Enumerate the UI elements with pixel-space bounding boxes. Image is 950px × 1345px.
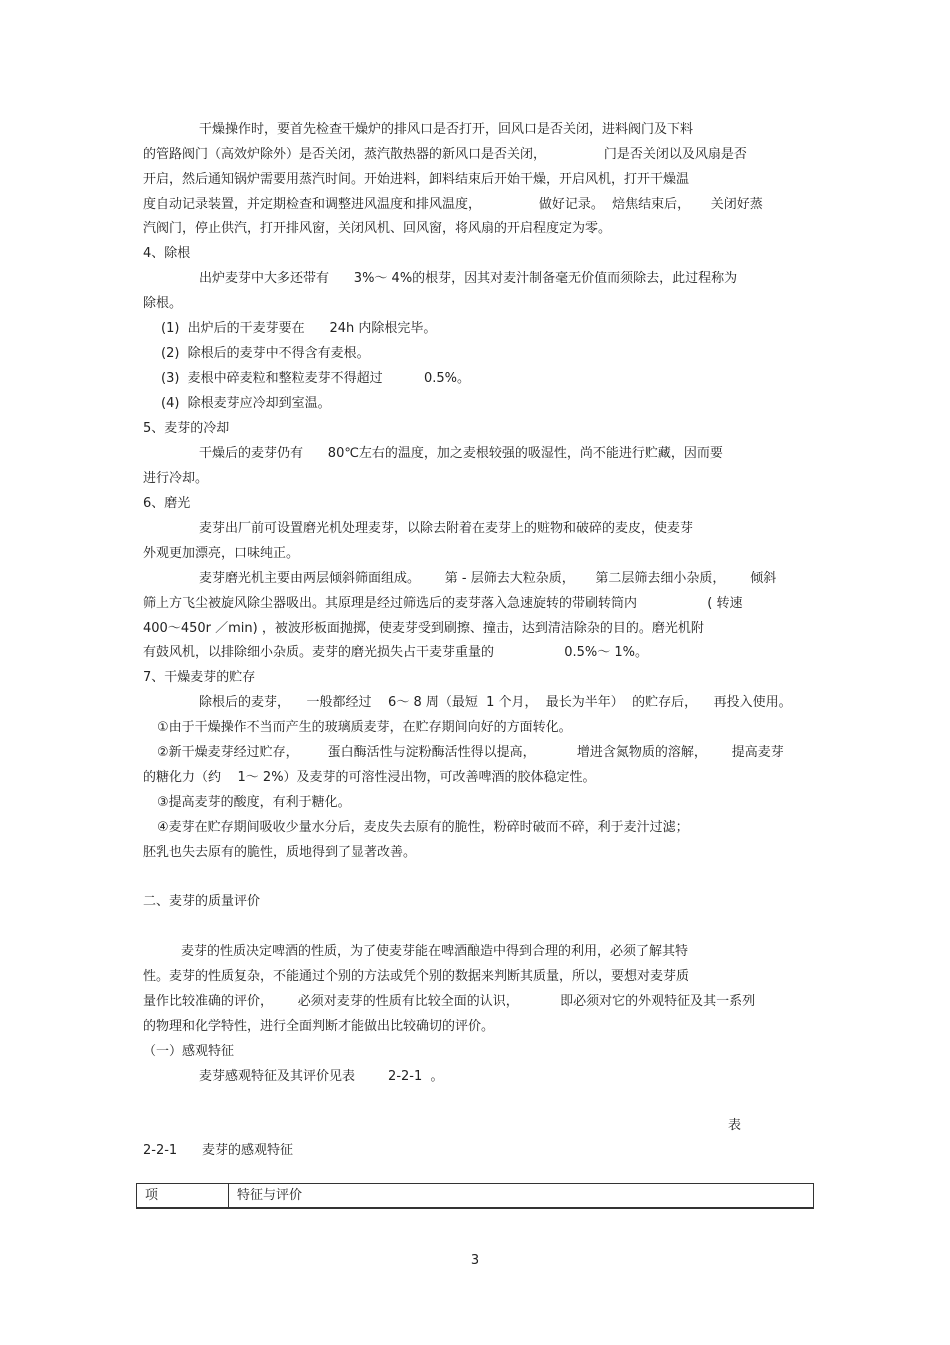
text-line: 麦芽的性质决定啤酒的性质，为了使麦芽能在啤酒酿造中得到合理的利用，必须了解其特 <box>181 944 689 959</box>
text-line: 的糖化力（约 1～ 2%）及麦芽的可溶性浸出物，可改善啤酒的胶体稳定性。 <box>143 770 596 785</box>
sensory-table <box>136 1183 814 1209</box>
subsection-heading: （一）感观特征 <box>143 1044 235 1059</box>
table-caption: 2-2-1 麦芽的感观特征 <box>143 1143 293 1158</box>
text-line: 开启，然后通知锅炉需要用蒸汽时间。开始进料，卸料结束后开始干燥，开启风机，打开干燥温 <box>143 172 690 187</box>
text-line: 麦芽感观特征及其评价见表 2-2-1 。 <box>199 1069 444 1084</box>
text-line: 出炉麦芽中大多还带有 3%～ 4%的根芽，因其对麦汁制备毫无价值而须除去，此过程称为 <box>199 271 738 286</box>
text-line: 进行冷却。 <box>143 471 209 486</box>
section-heading: 二、麦芽的质量评价 <box>143 894 261 909</box>
list-item: (3) 麦根中碎麦粒和整粒麦芽不得超过 0.5%。 <box>161 371 471 386</box>
text-line: 麦芽出厂前可设置磨光机处理麦芽，以除去附着在麦芽上的赃物和破碎的麦皮，使麦芽 <box>199 521 694 536</box>
text-line: 有鼓风机，以排除细小杂质。麦芽的磨光损失占干麦芽重量的 0.5%～ 1%。 <box>143 645 649 660</box>
text-line: 筛上方飞尘被旋风除尘器吸出。其原理是经过筛选后的麦芽落入急速旋转的带刷转筒内 ( 转速 <box>143 596 743 611</box>
text-line: 的管路阀门（高效炉除外）是否关闭，蒸汽散热器的新风口是否关闭， 门是否关闭以及风扇是否 <box>143 147 747 162</box>
text-line: 汽阀门，停止供汽，打开排风窗，关闭风机、回风窗，将风扇的开启程度定为零。 <box>143 221 612 236</box>
section-heading: 7、干燥麦芽的贮存 <box>143 670 256 685</box>
section-heading: 4、除根 <box>143 246 191 261</box>
list-item: (4) 除根麦芽应冷却到室温。 <box>161 396 331 411</box>
list-item: ④麦芽在贮存期间吸收少量水分后，麦皮失去原有的脆性，粉碎时破而不碎，利于麦汁过滤； <box>157 820 689 835</box>
table-caption-label: 表 <box>728 1118 742 1133</box>
text-line: 性。麦芽的性质复杂，不能通过个别的方法或凭个别的数据来判断其质量，所以，要想对麦芽质 <box>143 969 690 984</box>
page-number: 3 <box>470 1253 480 1268</box>
text-line: 除根后的麦芽， 一般都经过 6～ 8 周（最短 1 个月， 最长为半年） 的贮存后， 再投入使用。 <box>199 695 792 710</box>
list-item: ③提高麦芽的酸度，有利于糖化。 <box>157 795 351 810</box>
text-line: 的物理和化学特性，进行全面判断才能做出比较确切的评价。 <box>143 1019 495 1034</box>
text-line: 干燥操作时，要首先检查干燥炉的排风口是否打开，回风口是否关闭，进料阀门及下料 <box>199 122 694 137</box>
text-line: 度自动记录装置，并定期检查和调整进风温度和排风温度， 做好记录。 焙焦结束后， 关闭好蒸 <box>143 197 763 212</box>
text-line: 干燥后的麦芽仍有 80℃左右的温度，加之麦根较强的吸湿性，尚不能进行贮藏，因而要 <box>199 446 723 461</box>
table-header-item: 项 <box>145 1188 159 1203</box>
list-item: ①由于干燥操作不当而产生的玻璃质麦芽，在贮存期间向好的方面转化。 <box>157 720 572 735</box>
list-item: (2) 除根后的麦芽中不得含有麦根。 <box>161 346 370 361</box>
text-line: 量作比较准确的评价， 必须对麦芽的性质有比较全面的认识， 即必须对它的外观特征及其一系列 <box>143 994 756 1009</box>
text-line: 胚乳也失去原有的脆性，质地得到了显著改善。 <box>143 845 417 860</box>
list-item: (1) 出炉后的干麦芽要在 24h 内除根完毕。 <box>161 321 437 336</box>
section-heading: 6、磨光 <box>143 496 191 511</box>
text-line: 外观更加漂亮，口味纯正。 <box>143 546 300 561</box>
section-heading: 5、麦芽的冷却 <box>143 421 230 436</box>
list-item: ②新干燥麦芽经过贮存， 蛋白酶活性与淀粉酶活性得以提高， 增进含氮物质的溶解， 提高麦芽 <box>157 745 784 760</box>
table-header-evaluation: 特征与评价 <box>237 1188 303 1203</box>
text-line: 麦芽磨光机主要由两层倾斜筛面组成。 第 - 层筛去大粒杂质， 第二层筛去细小杂质， 倾斜 <box>199 571 777 586</box>
text-line: 除根。 <box>143 296 183 311</box>
text-line: 400～450r ／min) ，被波形板面抛掷，使麦芽受到刷擦、撞击，达到清洁除杂的目的。磨光机附 <box>143 621 704 636</box>
